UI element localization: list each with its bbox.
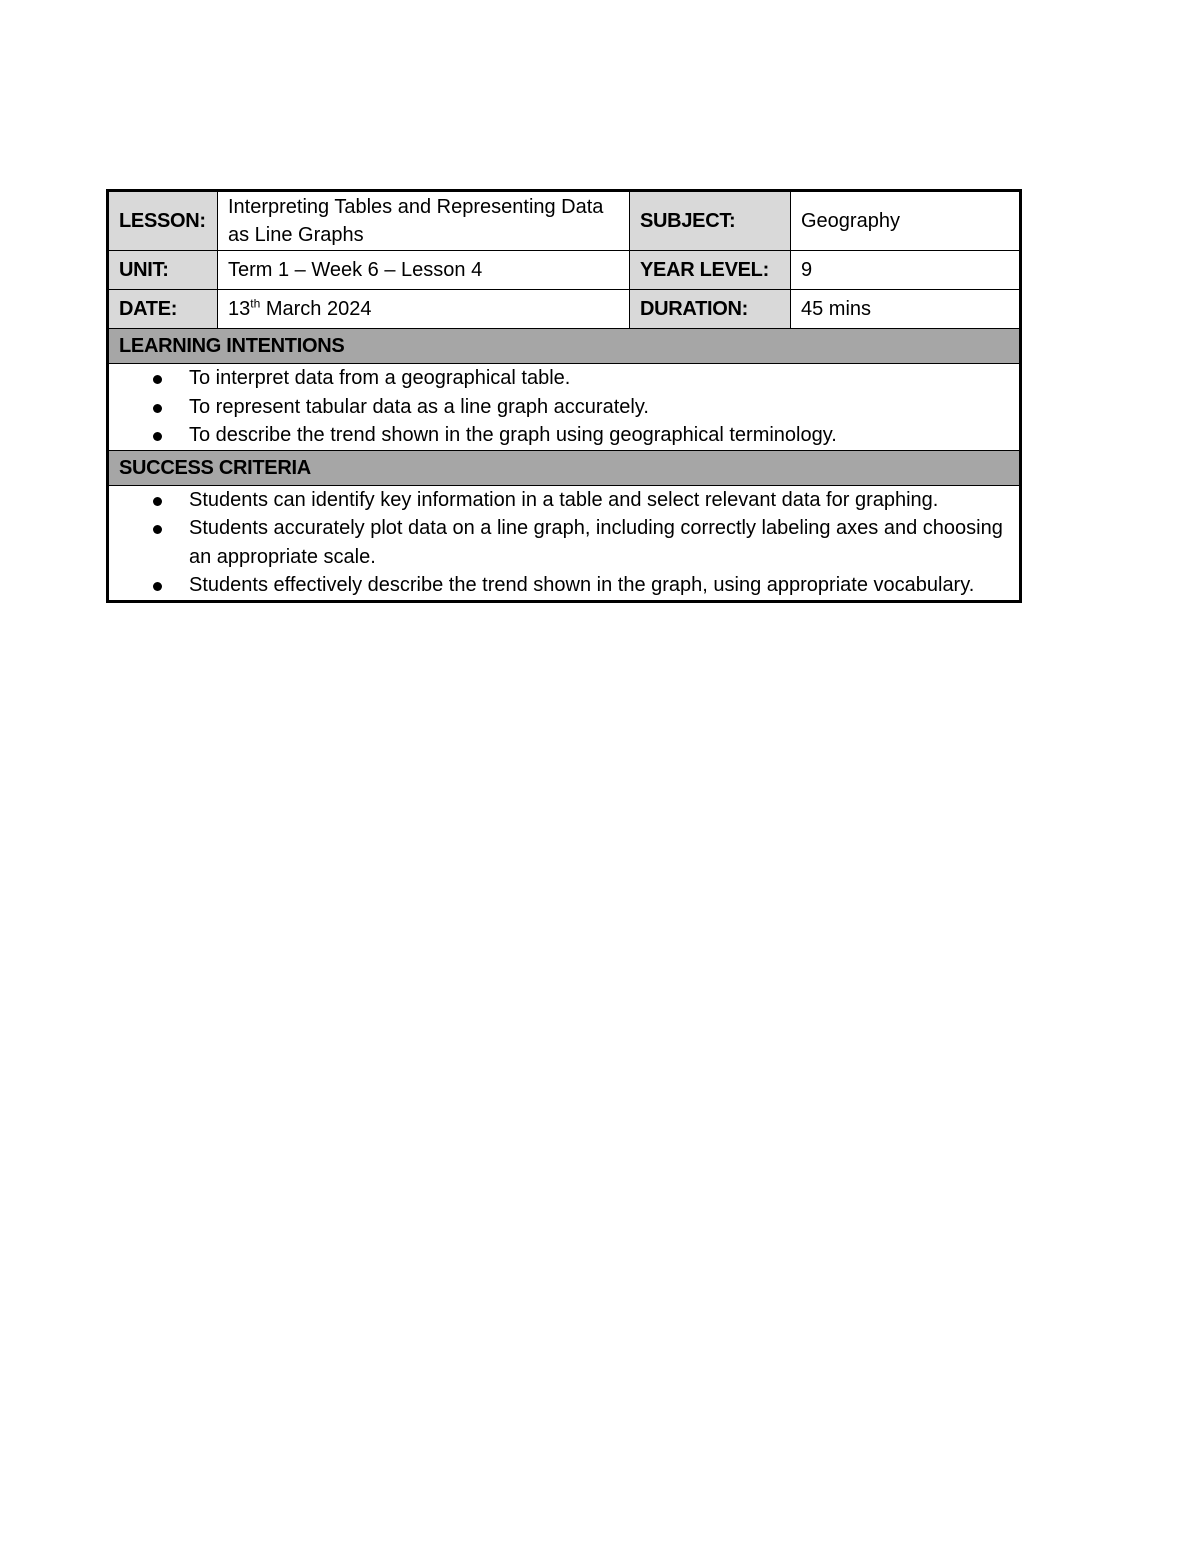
learning-intentions-heading: LEARNING INTENTIONS — [108, 329, 1021, 364]
duration-label: DURATION: — [630, 290, 791, 329]
learning-intentions-heading-row — [108, 329, 1021, 364]
list-item: Students accurately plot data on a line graph, including correctly labeling axes and choosing an appropriate scale. — [189, 514, 1011, 571]
subject-label: SUBJECT: — [630, 191, 791, 251]
success-criteria-heading: SUCCESS CRITERIA — [108, 450, 1021, 485]
success-criteria-list — [109, 486, 1011, 600]
success-criteria-heading-row — [108, 450, 1021, 485]
bullet-icon — [153, 375, 162, 384]
learning-intentions-row — [108, 364, 1021, 451]
bullet-icon — [153, 432, 162, 441]
date-month-year: March 2024 — [260, 298, 372, 320]
success-criteria-row — [108, 485, 1021, 601]
list-item: Students effectively describe the trend shown in the graph, using appropriate vocabulary. — [189, 571, 1011, 600]
bullet-icon — [153, 582, 162, 591]
list-item: To represent tabular data as a line graph accurately. — [189, 393, 1011, 422]
list-item: To interpret data from a geographical table. — [189, 364, 1011, 393]
date-value — [218, 290, 630, 329]
date-row — [108, 290, 1021, 329]
subject-value: Geography — [791, 191, 1021, 251]
date-label: DATE: — [108, 290, 218, 329]
lesson-value: Interpreting Tables and Representing Data as Line Graphs — [218, 191, 630, 251]
date-day: 13 — [228, 298, 251, 320]
year-level-label: YEAR LEVEL: — [630, 251, 791, 290]
lesson-label: LESSON: — [108, 191, 218, 251]
list-item: To describe the trend shown in the graph using geographical terminology. — [189, 421, 1011, 450]
date-suffix: th — [250, 296, 261, 311]
learning-intentions-list — [109, 364, 1011, 450]
unit-row — [108, 251, 1021, 290]
bullet-icon — [153, 497, 162, 506]
lesson-plan-table — [106, 189, 1022, 603]
duration-value: 45 mins — [791, 290, 1021, 329]
unit-value: Term 1 – Week 6 – Lesson 4 — [218, 251, 630, 290]
list-item: Students can identify key information in a table and select relevant data for graphing. — [189, 486, 1011, 515]
unit-label: UNIT: — [108, 251, 218, 290]
bullet-icon — [153, 404, 162, 413]
bullet-icon — [153, 525, 162, 534]
year-level-value: 9 — [791, 251, 1021, 290]
lesson-row — [108, 191, 1021, 251]
